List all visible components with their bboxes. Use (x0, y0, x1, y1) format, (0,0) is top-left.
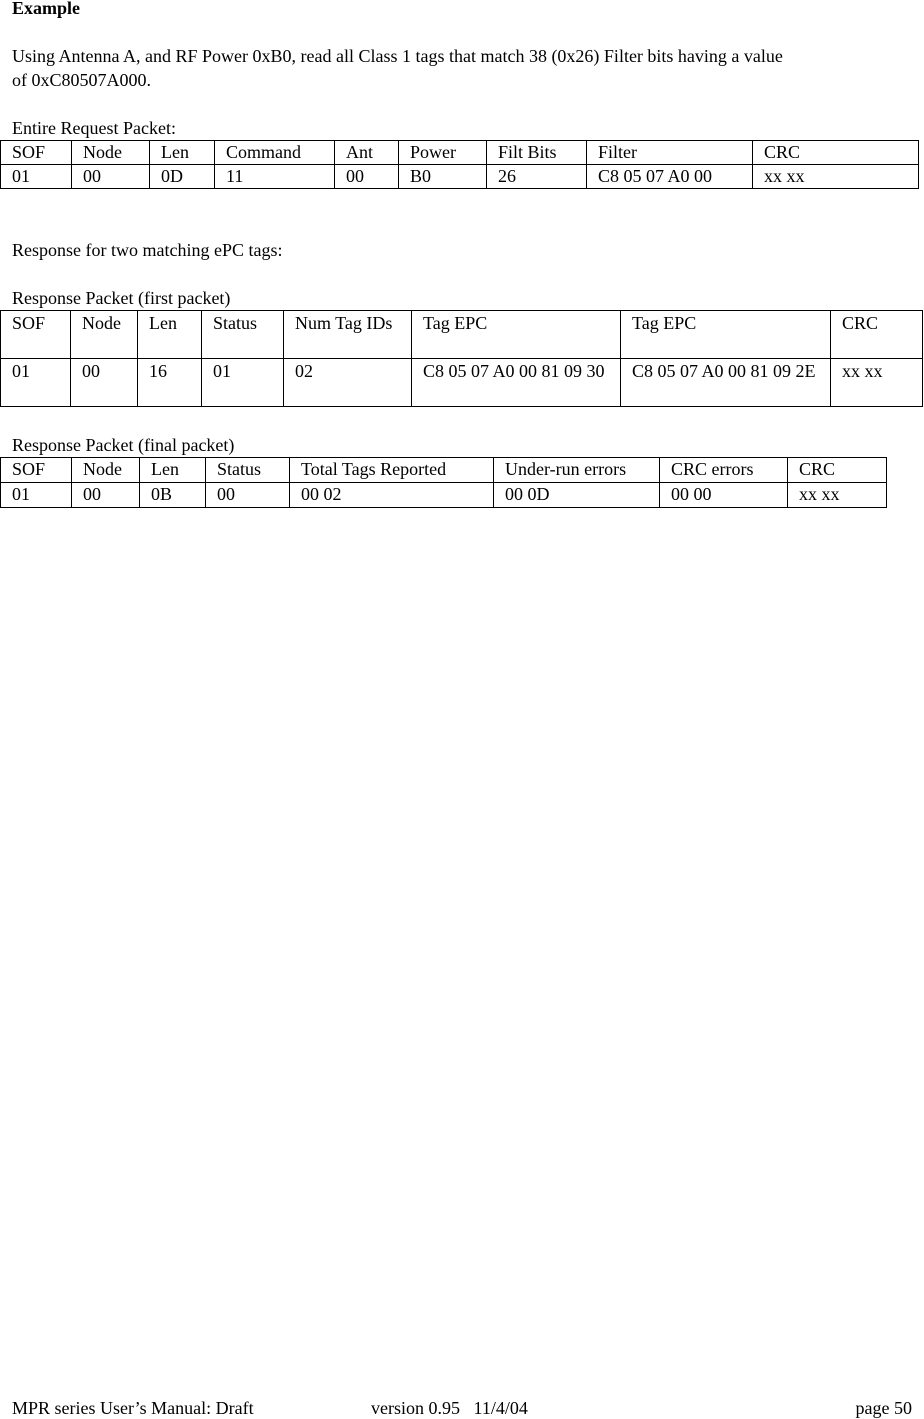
table-cell: C8 05 07 A0 00 (587, 165, 753, 189)
table-cell: 01 (1, 359, 71, 407)
column-header: Tag EPC (412, 311, 621, 359)
table-cell: xx xx (831, 359, 923, 407)
table-cell: xx xx (788, 483, 887, 508)
table-header-row (1, 458, 887, 483)
table-cell: 01 (202, 359, 284, 407)
footer-version: version 0.95 11/4/04 (371, 1398, 528, 1418)
column-header: Filter (587, 141, 753, 165)
table-cell: 16 (138, 359, 202, 407)
column-header: CRC errors (660, 458, 788, 483)
intro-text: Using Antenna A, and RF Power 0xB0, read all Class 1 tags that match 38 (0x26) Filter bits having a value (12, 46, 783, 66)
table-cell: 26 (487, 165, 587, 189)
column-header: Len (140, 458, 206, 483)
table-cell: 00 (206, 483, 290, 508)
table-cell: 00 0D (494, 483, 660, 508)
table-cell: 00 (335, 165, 399, 189)
column-header: SOF (1, 141, 72, 165)
column-header: CRC (831, 311, 923, 359)
table-cell: 0B (140, 483, 206, 508)
column-header: Total Tags Reported (290, 458, 494, 483)
column-header: Under-run errors (494, 458, 660, 483)
request-caption: Entire Request Packet: (12, 118, 176, 138)
response-intro: Response for two matching ePC tags: (12, 240, 283, 260)
table-row (1, 483, 887, 508)
final-packet-caption: Response Packet (final packet) (12, 435, 235, 455)
column-header: CRC (753, 141, 919, 165)
column-header: Filt Bits (487, 141, 587, 165)
footer-title: MPR series User’s Manual: Draft (12, 1398, 254, 1418)
column-header: Status (206, 458, 290, 483)
column-header: Command (215, 141, 335, 165)
table-cell: 02 (284, 359, 412, 407)
table-cell: 00 (72, 483, 140, 508)
column-header: Status (202, 311, 284, 359)
column-header: Node (72, 458, 140, 483)
table-cell: B0 (399, 165, 487, 189)
table-row (1, 165, 919, 189)
table-header-row (1, 141, 919, 165)
final-packet-table (0, 457, 887, 508)
column-header: Len (150, 141, 215, 165)
column-header: Num Tag IDs (284, 311, 412, 359)
column-header: CRC (788, 458, 887, 483)
column-header: Node (72, 141, 150, 165)
table-cell: 11 (215, 165, 335, 189)
column-header: Node (71, 311, 138, 359)
table-cell: C8 05 07 A0 00 81 09 30 (412, 359, 621, 407)
table-cell: xx xx (753, 165, 919, 189)
table-cell: 01 (1, 165, 72, 189)
footer-page-number: page 50 (855, 1398, 912, 1418)
table-cell: 00 (71, 359, 138, 407)
request-packet-table (0, 140, 919, 189)
intro-text-cont: of 0xC80507A000. (12, 70, 151, 90)
column-header: Tag EPC (621, 311, 831, 359)
table-cell: 00 00 (660, 483, 788, 508)
column-header: Len (138, 311, 202, 359)
first-packet-table (0, 310, 923, 407)
section-heading: Example (12, 0, 81, 18)
table-cell: 00 02 (290, 483, 494, 508)
table-cell: 0D (150, 165, 215, 189)
table-cell: C8 05 07 A0 00 81 09 2E (621, 359, 831, 407)
column-header: SOF (1, 311, 71, 359)
column-header: Power (399, 141, 487, 165)
table-header-row (1, 311, 923, 359)
table-row (1, 359, 923, 407)
table-cell: 00 (72, 165, 150, 189)
table-cell: 01 (1, 483, 72, 508)
first-packet-caption: Response Packet (first packet) (12, 288, 231, 308)
column-header: Ant (335, 141, 399, 165)
column-header: SOF (1, 458, 72, 483)
